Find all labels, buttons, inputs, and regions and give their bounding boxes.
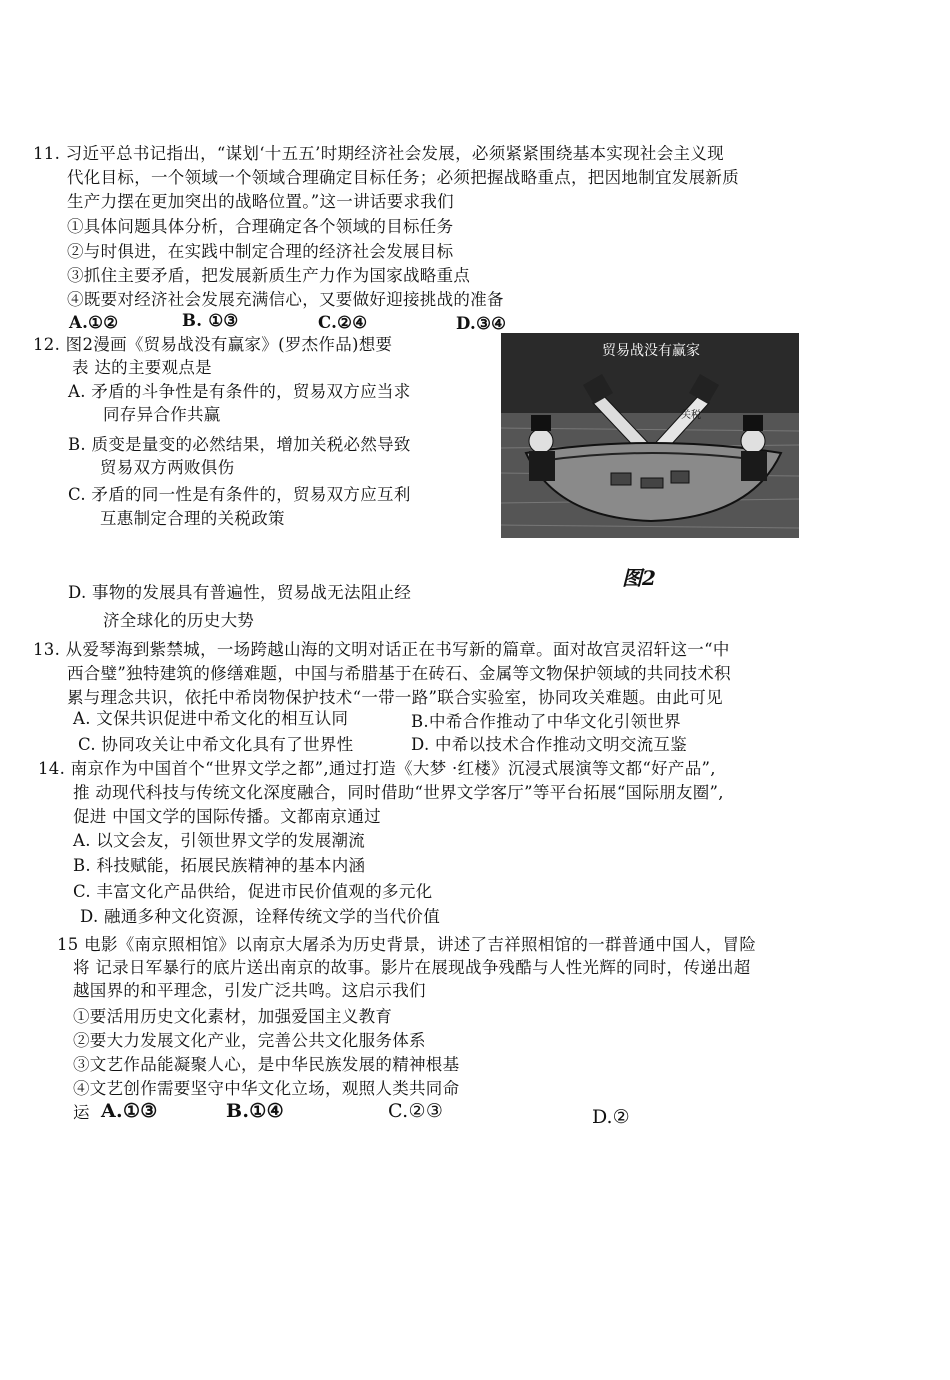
q11-item-2: ②与时俱进，在实践中制定合理的经济社会发展目标 bbox=[67, 242, 454, 261]
q15-option-a: A.①③ bbox=[101, 1100, 158, 1122]
q12-stem-line-2: 表 达的主要观点是 bbox=[72, 358, 212, 377]
q14-stem-line-3: 促进 中国文学的国际传播。文都南京通过 bbox=[73, 807, 381, 826]
q11-stem-line-2: 代化目标，一个领域一个领域合理确定目标任务；必须把握战略重点，把因地制宜发展新质 bbox=[67, 168, 739, 187]
q13-option-a: A. 文保共识促进中希文化的相互认同 bbox=[73, 709, 349, 728]
figure-caption: 图2 bbox=[622, 566, 656, 590]
q11-option-b: B. ①③ bbox=[182, 311, 239, 330]
q12-option-d-line-1: D. 事物的发展具有普遍性，贸易战无法阻止经 bbox=[68, 583, 412, 602]
q12-option-b-line-1: B. 质变是量变的必然结果，增加关税必然导致 bbox=[68, 435, 411, 454]
q12-option-b-line-2: 贸易双方两败俱伤 bbox=[100, 458, 235, 477]
q11-option-c: C.②④ bbox=[318, 313, 368, 332]
q11-item-1: ①具体问题具体分析，合理确定各个领域的目标任务 bbox=[67, 217, 454, 236]
q13-stem-line-3: 累与理念共识，依托中希岗物保护技术“一带一路”联合实验室，协同攻关难题。由此可见 bbox=[67, 688, 723, 707]
q15-item-3: ③文艺作品能凝聚人心，是中华民族发展的精神根基 bbox=[73, 1055, 460, 1074]
q15-item-1: ①要活用历史文化素材，加强爱国主义教育 bbox=[73, 1007, 393, 1026]
q12-option-c-line-2: 互惠制定合理的关税政策 bbox=[100, 509, 285, 528]
q15-stem-line-1: 15 电影《南京照相馆》以南京大屠杀为历史背景，讲述了吉祥照相馆的一群普通中国人，冒险 bbox=[57, 935, 757, 954]
q12-option-d-line-2: 济全球化的历史大势 bbox=[103, 611, 255, 630]
q14-stem-line-2: 推 动现代科技与传统文化深度融合，同时借助“世界文学客厅”等平台拓展“国际朋友圈”, bbox=[73, 783, 724, 802]
q12-stem-line-1: 12. 图2漫画《贸易战没有赢家》(罗杰作品)想要 bbox=[33, 335, 393, 354]
q11-stem-line-1: 11. 习近平总书记指出，“谋划‘十五五’时期经济社会发展，必须紧紧围绕基本实现社会主义现 bbox=[33, 144, 724, 163]
q12-option-c-line-1: C. 矛盾的同一性是有条件的，贸易双方应互利 bbox=[68, 485, 411, 504]
q13-stem-line-2: 西合璧”独特建筑的修缮难题，中国与希腊基于在砖石、金属等文物保护领域的共同技术积 bbox=[67, 664, 731, 683]
q11-stem-line-3: 生产力摆在更加突出的战略位置。”这一讲话要求我们 bbox=[67, 192, 454, 211]
q13-option-c: C. 协同攻关让中希文化具有了世界性 bbox=[78, 735, 354, 754]
q11-option-a: A.①② bbox=[69, 313, 119, 332]
saw-label: 关税 bbox=[681, 410, 701, 421]
q13-option-b: B.中希合作推动了中华文化引领世界 bbox=[411, 712, 681, 731]
q15-item-4: ④文艺创作需要坚守中华文化立场，观照人类共同命 bbox=[73, 1079, 460, 1098]
q13-stem-line-1: 13. 从爱琴海到紫禁城，一场跨越山海的文明对话正在书写新的篇章。面对故宫灵沼轩这一“中 bbox=[33, 640, 730, 659]
q14-stem-line-1: 14. 南京作为中国首个“世界文学之都”,通过打造《大梦 ·红楼》沉浸式展演等文都“好产品”, bbox=[38, 759, 716, 778]
q15-option-d: D.② bbox=[592, 1106, 630, 1128]
q12-option-a-line-1: A. 矛盾的斗争性是有条件的，贸易双方应当求 bbox=[68, 382, 411, 401]
q11-option-d: D.③④ bbox=[456, 314, 507, 333]
q15-stem-line-2: 将 记录日军暴行的底片送出南京的故事。影片在展现战争残酷与人性光辉的同时，传递出超 bbox=[73, 958, 751, 977]
q12-option-a-line-2: 同存异合作共赢 bbox=[103, 405, 221, 424]
trade-war-cartoon bbox=[501, 333, 799, 538]
q14-option-c: C. 丰富文化产品供给，促进市民价值观的多元化 bbox=[73, 882, 433, 901]
q13-option-d: D. 中希以技术合作推动文明交流互鉴 bbox=[411, 735, 688, 754]
q15-item-2: ②要大力发展文化产业，完善公共文化服务体系 bbox=[73, 1031, 426, 1050]
q11-item-3: ③抓住主要矛盾，把发展新质生产力作为国家战略重点 bbox=[67, 266, 471, 285]
cartoon-title: 贸易战没有赢家 bbox=[602, 343, 700, 359]
q14-option-b: B. 科技赋能，拓展民族精神的基本内涵 bbox=[73, 856, 366, 875]
q11-item-4: ④既要对经济社会发展充满信心，又要做好迎接挑战的准备 bbox=[67, 290, 504, 309]
q14-option-d: D. 融通多种文化资源，诠释传统文学的当代价值 bbox=[80, 907, 441, 926]
q15-tail: 运 bbox=[73, 1103, 90, 1122]
q15-option-c: C.②③ bbox=[388, 1100, 444, 1122]
q15-option-b: B.①④ bbox=[226, 1100, 284, 1122]
q15-stem-line-3: 越国界的和平理念，引发广泛共鸣。这启示我们 bbox=[73, 981, 426, 1000]
q14-option-a: A. 以文会友，引领世界文学的发展潮流 bbox=[73, 831, 366, 850]
